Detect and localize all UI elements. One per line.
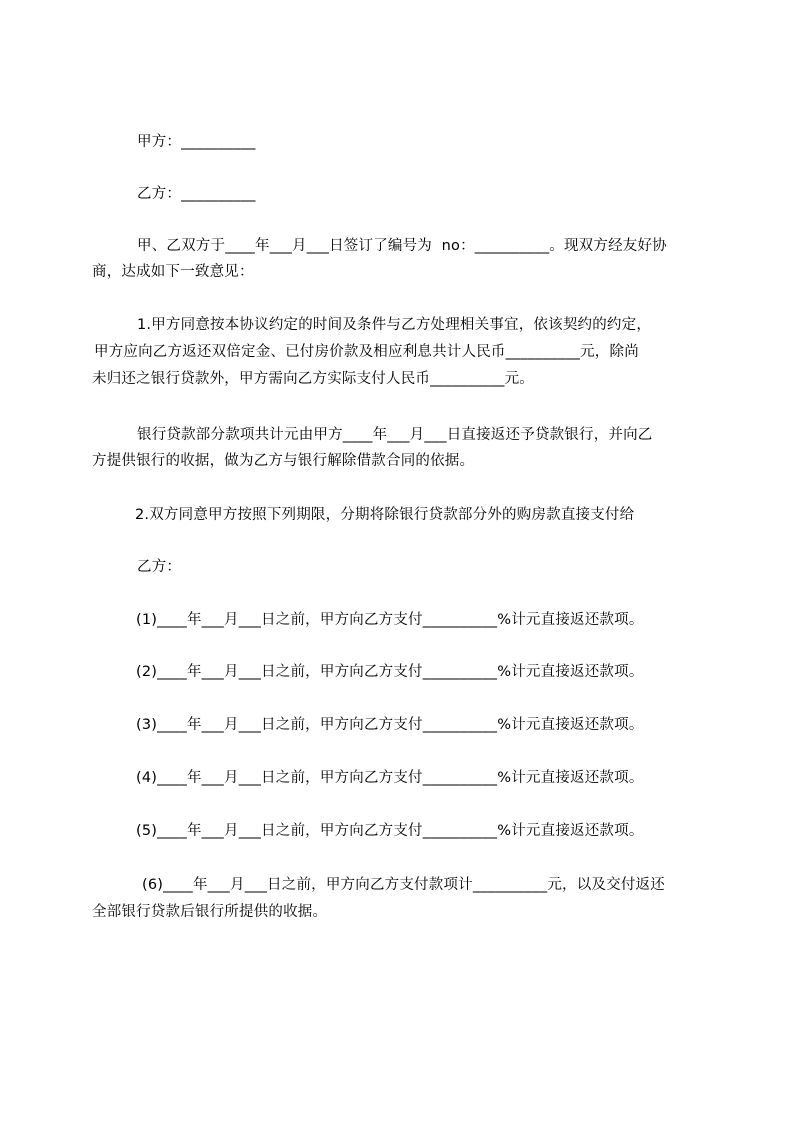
party-a-line: 甲方：__________ [137, 134, 256, 150]
loan-paragraph-line-1: 银行贷款部分款项共计元由甲方____年___月___日直接返还予贷款银行，并向乙 [137, 427, 653, 443]
installment-1: (1)____年___月___日之前，甲方向乙方支付__________%计元直接返还款项。 [136, 612, 644, 628]
installment-2: (2)____年___月___日之前，甲方向乙方支付__________%计元直接返还款项。 [136, 664, 644, 680]
clause-1-line-2: 甲方应向乙方返还双倍定金、已付房价款及相应利息共计人民币__________元，除尚 [94, 344, 639, 360]
intro-line-1: 甲、乙双方于____年___月___日签订了编号为 no：__________。现双方经友好协 [137, 238, 667, 254]
intro-line-2: 商，达成如下一致意见： [92, 264, 254, 280]
installment-6-line-2: 全部银行贷款后银行所提供的收据。 [92, 904, 328, 920]
installment-6-line-1: (6)____年___月___日之前，甲方向乙方支付款项计__________元，以及交付返还 [142, 877, 665, 893]
installment-5: (5)____年___月___日之前，甲方向乙方支付__________%计元直接返还款项。 [136, 823, 644, 839]
installment-3: (3)____年___月___日之前，甲方向乙方支付__________%计元直接返还款项。 [136, 717, 644, 733]
party-b-line: 乙方：__________ [137, 186, 256, 202]
clause-2-party-line: 乙方： [137, 559, 182, 575]
clause-1-line-1: 1.甲方同意按本协议约定的时间及条件与乙方处理相关事宜，依该契约的约定， [137, 317, 652, 333]
installment-4: (4)____年___月___日之前，甲方向乙方支付__________%计元直接返还款项。 [136, 770, 644, 786]
loan-paragraph-line-2: 方提供银行的收据，做为乙方与银行解除借款合同的依据。 [92, 453, 475, 469]
clause-2-line: 2.双方同意甲方按照下列期限，分期将除银行贷款部分外的购房款直接支付给 [135, 507, 635, 523]
clause-1-line-3: 未归还之银行贷款外，甲方需向乙方实际支付人民币__________元。 [92, 371, 534, 387]
